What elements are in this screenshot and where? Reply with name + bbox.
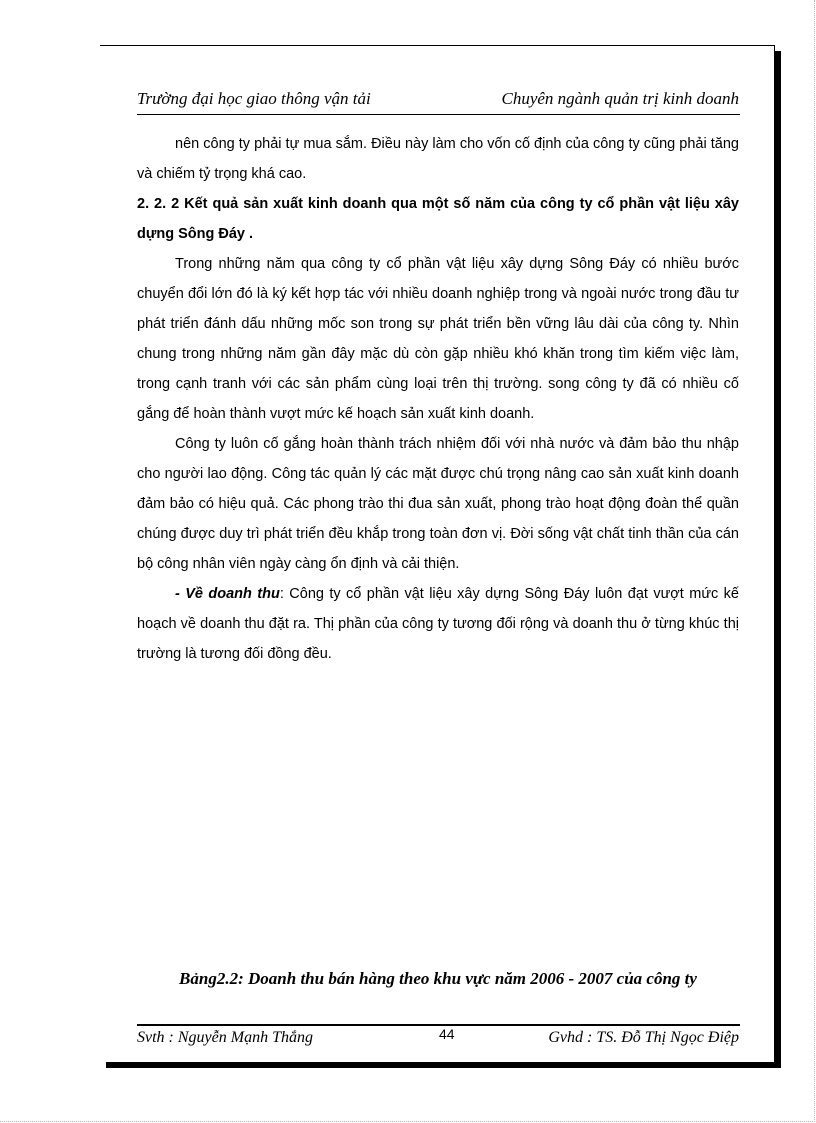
footer-advisor: Gvhd : TS. Đỗ Thị Ngọc Điệp: [548, 1029, 739, 1046]
page-footer: [137, 1026, 739, 1053]
frame-top-line: [100, 45, 775, 46]
page-number: 44: [439, 1026, 455, 1042]
paragraph-4: [137, 579, 739, 669]
revenue-text: : Công ty cổ phần vật liệu xây dựng Sông Đáy luôn đạt vượt mức kế hoạch về doanh thu đặt ra. Thị phần của công ty tương đối rộng và doanh thu ở từng khúc thị trường là tương đối đồng đều.: [137, 586, 739, 662]
header-major: Chuyên ngành quản trị kinh doanh: [501, 89, 739, 108]
paragraph-1: nên công ty phải tự mua sắm. Điều này làm cho vốn cố định của công ty cũng phải tăng và chiếm tỷ trọng khá cao.: [137, 136, 739, 182]
revenue-label: - Về doanh thu: [175, 586, 280, 602]
frame-shadow-right: [775, 51, 781, 1068]
document-body: [137, 129, 739, 669]
paragraph-3: Công ty luôn cố gắng hoàn thành trách nhiệm đối với nhà nước và đảm bảo thu nhập cho người lao động. Công tác quản lý các mặt được chú trọng nâng cao sản xuất kinh doanh đảm bảo có hiệu quả. Các phong trào thi đua sản xuất, phong trào hoạt động đoàn thể quần chúng được duy trì phát triển đều khắp trong toàn đơn vị. Đời sống vật chất tinh thần của cán bộ công nhân viên ngày càng ổn định và cải thiện.: [137, 436, 739, 572]
frame-shadow-bottom: [106, 1062, 781, 1068]
header-school: Trường đại học giao thông vận tải: [137, 89, 371, 108]
footer-student: Svth : Nguyễn Mạnh Thắng: [137, 1029, 313, 1046]
section-heading: 2. 2. 2 Kết quả sản xuất kinh doanh qua một số năm của công ty cổ phần vật liệu xây dựng Sông Đáy .: [137, 196, 739, 242]
paragraph-2: Trong những năm qua công ty cổ phần vật liệu xây dựng Sông Đáy có nhiều bước chuyển đổi lớn đó là ký kết hợp tác với nhiều doanh nghiệp trong và ngoài nước trong đầu tư phát triển đánh dấu những mốc son trong sự phát triển bền vững lâu dài của công ty. Nhìn chung trong những năm gần đây mặc dù còn gặp nhiều khó khăn trong tìm kiếm việc làm, trong cạnh tranh với các sản phẩm cùng loại trên thị trường. song công ty đã có nhiều cố gắng để hoàn thành vượt mức kế hoạch sản xuất kinh doanh.: [137, 256, 739, 422]
header-divider: [137, 114, 740, 115]
table-caption: Bảng2.2: Doanh thu bán hàng theo khu vực năm 2006 - 2007 của công ty: [179, 969, 697, 988]
